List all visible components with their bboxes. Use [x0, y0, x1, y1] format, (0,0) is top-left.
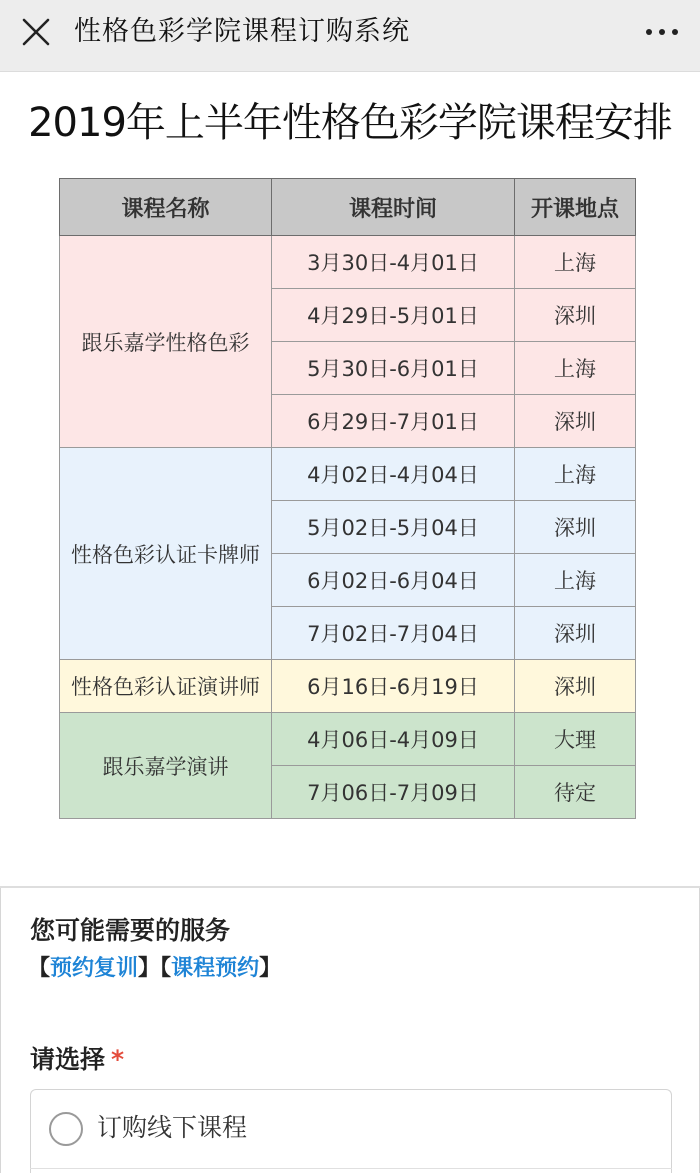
course-time-cell: 5月30日-6月01日 — [272, 342, 515, 395]
page-title: 性格色彩学院课程订购系统 — [74, 16, 410, 47]
course-time-cell: 4月06日-4月09日 — [272, 713, 515, 766]
table-row — [60, 236, 636, 289]
top-bar — [0, 0, 700, 72]
schedule-table — [59, 178, 636, 819]
course-time-cell: 5月02日-5月04日 — [272, 501, 515, 554]
course-place-cell: 大理 — [515, 713, 636, 766]
course-place-cell: 上海 — [515, 554, 636, 607]
table-row — [60, 660, 636, 713]
course-time-cell: 4月02日-4月04日 — [272, 448, 515, 501]
course-place-cell: 上海 — [515, 448, 636, 501]
section-divider — [0, 886, 700, 888]
course-name-cell: 跟乐嘉学性格色彩 — [60, 236, 272, 448]
table-row — [60, 713, 636, 766]
option-label: 订购线下课程 — [97, 1113, 248, 1142]
course-place-cell: 深圳 — [515, 607, 636, 660]
bracket-open: 【 — [160, 956, 172, 981]
bracket-open: 【 — [28, 956, 51, 981]
course-time-cell: 6月02日-6月04日 — [272, 554, 515, 607]
bracket-close: 】 — [259, 956, 282, 981]
course-place-cell: 深圳 — [515, 289, 636, 342]
more-button[interactable] — [642, 14, 682, 50]
course-booking-link[interactable]: 课程预约 — [171, 956, 260, 981]
course-name-cell: 性格色彩认证卡牌师 — [60, 448, 272, 660]
close-icon — [18, 14, 54, 50]
radio-button[interactable] — [49, 1112, 83, 1146]
choose-label-text: 请选择 — [30, 1045, 106, 1074]
course-time-cell: 4月29日-5月01日 — [272, 289, 515, 342]
option-divider — [30, 1168, 672, 1169]
course-time-cell: 7月02日-7月04日 — [272, 607, 515, 660]
retrain-booking-link[interactable]: 预约复训 — [50, 956, 139, 981]
course-place-cell: 深圳 — [515, 660, 636, 713]
services-title: 您可能需要的服务 — [30, 916, 231, 945]
choose-label — [30, 1042, 124, 1078]
course-place-cell: 上海 — [515, 342, 636, 395]
more-dots-icon — [642, 14, 682, 50]
course-place-cell: 待定 — [515, 766, 636, 819]
course-time-cell: 6月16日-6月19日 — [272, 660, 515, 713]
header-course-name: 课程名称 — [60, 179, 272, 236]
table-row — [60, 448, 636, 501]
course-place-cell: 深圳 — [515, 501, 636, 554]
required-mark: * — [111, 1045, 125, 1074]
schedule-title: 2019年上半年性格色彩学院课程安排 — [28, 100, 672, 146]
bracket-close: 】 — [138, 956, 161, 981]
course-time-cell: 6月29日-7月01日 — [272, 395, 515, 448]
course-name-cell: 性格色彩认证演讲师 — [60, 660, 272, 713]
course-name-cell: 跟乐嘉学演讲 — [60, 713, 272, 819]
course-place-cell: 上海 — [515, 236, 636, 289]
radio-option-offline-course[interactable] — [30, 1089, 672, 1173]
course-place-cell: 深圳 — [515, 395, 636, 448]
course-time-cell: 3月30日-4月01日 — [272, 236, 515, 289]
header-course-place: 开课地点 — [515, 179, 636, 236]
services-links — [28, 952, 281, 986]
course-time-cell: 7月06日-7月09日 — [272, 766, 515, 819]
close-button[interactable] — [18, 14, 54, 50]
header-course-time: 课程时间 — [272, 179, 515, 236]
table-header-row — [60, 179, 636, 236]
